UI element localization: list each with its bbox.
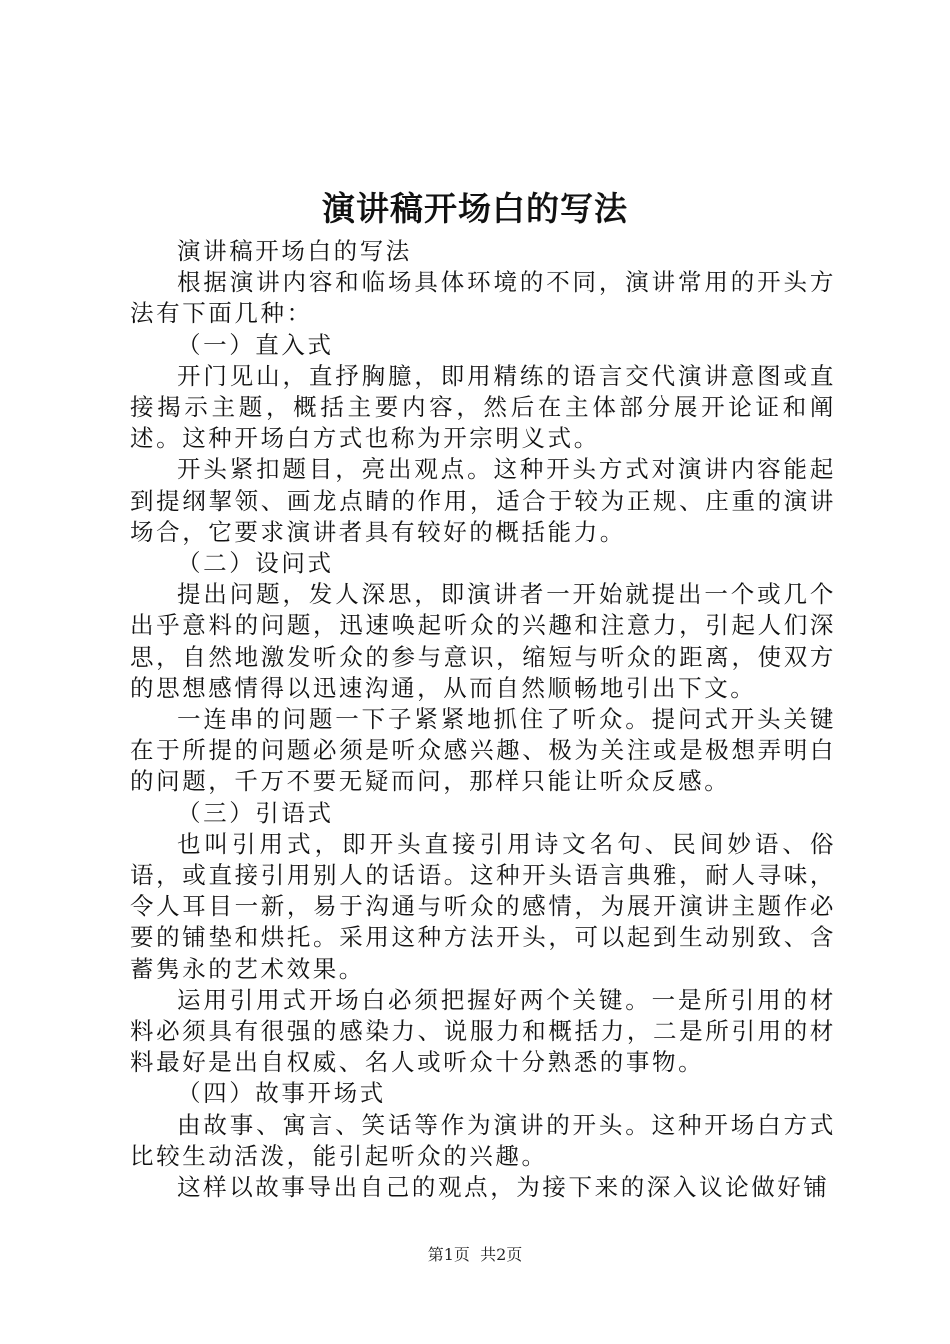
page-total: 共2页 xyxy=(480,1245,523,1264)
paragraph: 开头紧扣题目，亮出观点。这种开头方式对演讲内容能起到提纲挈领、画龙点睛的作用，适合于较为正规、庄重的演讲场合，它要求演讲者具有较好的概括能力。 xyxy=(130,455,836,546)
paragraph: 运用引用式开场白必须把握好两个关键。一是所引用的材料必须具有很强的感染力、说服力和概括力，二是所引用的材料最好是出自权威、名人或听众十分熟悉的事物。 xyxy=(130,985,836,1077)
document-body xyxy=(130,236,836,1203)
section-heading-2: （二）设问式 xyxy=(177,549,334,578)
paragraph: 开门见山，直抒胸臆，即用精练的语言交代演讲意图或直接揭示主题，概括主要内容，然后在主体部分展开论证和阐述。这种开场白方式也称为开宗明义式。 xyxy=(130,361,836,453)
paragraph-intro: 根据演讲内容和临场具体环境的不同，演讲常用的开头方法有下面几种： xyxy=(130,268,836,328)
paragraph: 这样以故事导出自己的观点，为接下来的深入议论做好铺 xyxy=(177,1173,830,1202)
page-number: 第1页 xyxy=(427,1245,470,1264)
page-footer xyxy=(0,1244,950,1266)
document-title: 演讲稿开场白的写法 xyxy=(322,189,628,228)
paragraph-subtitle: 演讲稿开场白的写法 xyxy=(177,237,412,265)
section-heading-1: （一）直入式 xyxy=(177,330,334,359)
paragraph: 由故事、寓言、笑话等作为演讲的开头。这种开场白方式比较生动活泼，能引起听众的兴趣。 xyxy=(130,1110,836,1170)
paragraph: 也叫引用式，即开头直接引用诗文名句、民间妙语、俗语，或直接引用别人的话语。这种开头语言典雅，耐人寻味，令人耳目一新，易于沟通与听众的感情，为展开演讲主题作必要的铺垫和烘托。采用这种方法开头，可以起到生动别致、含蓄隽永的艺术效果。 xyxy=(130,829,836,983)
paragraph: 一连串的问题一下子紧紧地抓住了听众。提问式开头关键在于所提的问题必须是听众感兴趣、极为关注或是极想弄明白的问题，千万不要无疑而问，那样只能让听众反感。 xyxy=(130,705,836,796)
paragraph: 提出问题，发人深思，即演讲者一开始就提出一个或几个出乎意料的问题，迅速唤起听众的兴趣和注意力，引起人们深思，自然地激发听众的参与意识，缩短与听众的距离，使双方的思想感情得以迅速沟通，从而自然顺畅地引出下文。 xyxy=(130,580,836,702)
section-heading-4: （四）故事开场式 xyxy=(177,1079,386,1108)
footer-spacer xyxy=(470,1245,480,1264)
section-heading-3: （三）引语式 xyxy=(177,798,334,827)
